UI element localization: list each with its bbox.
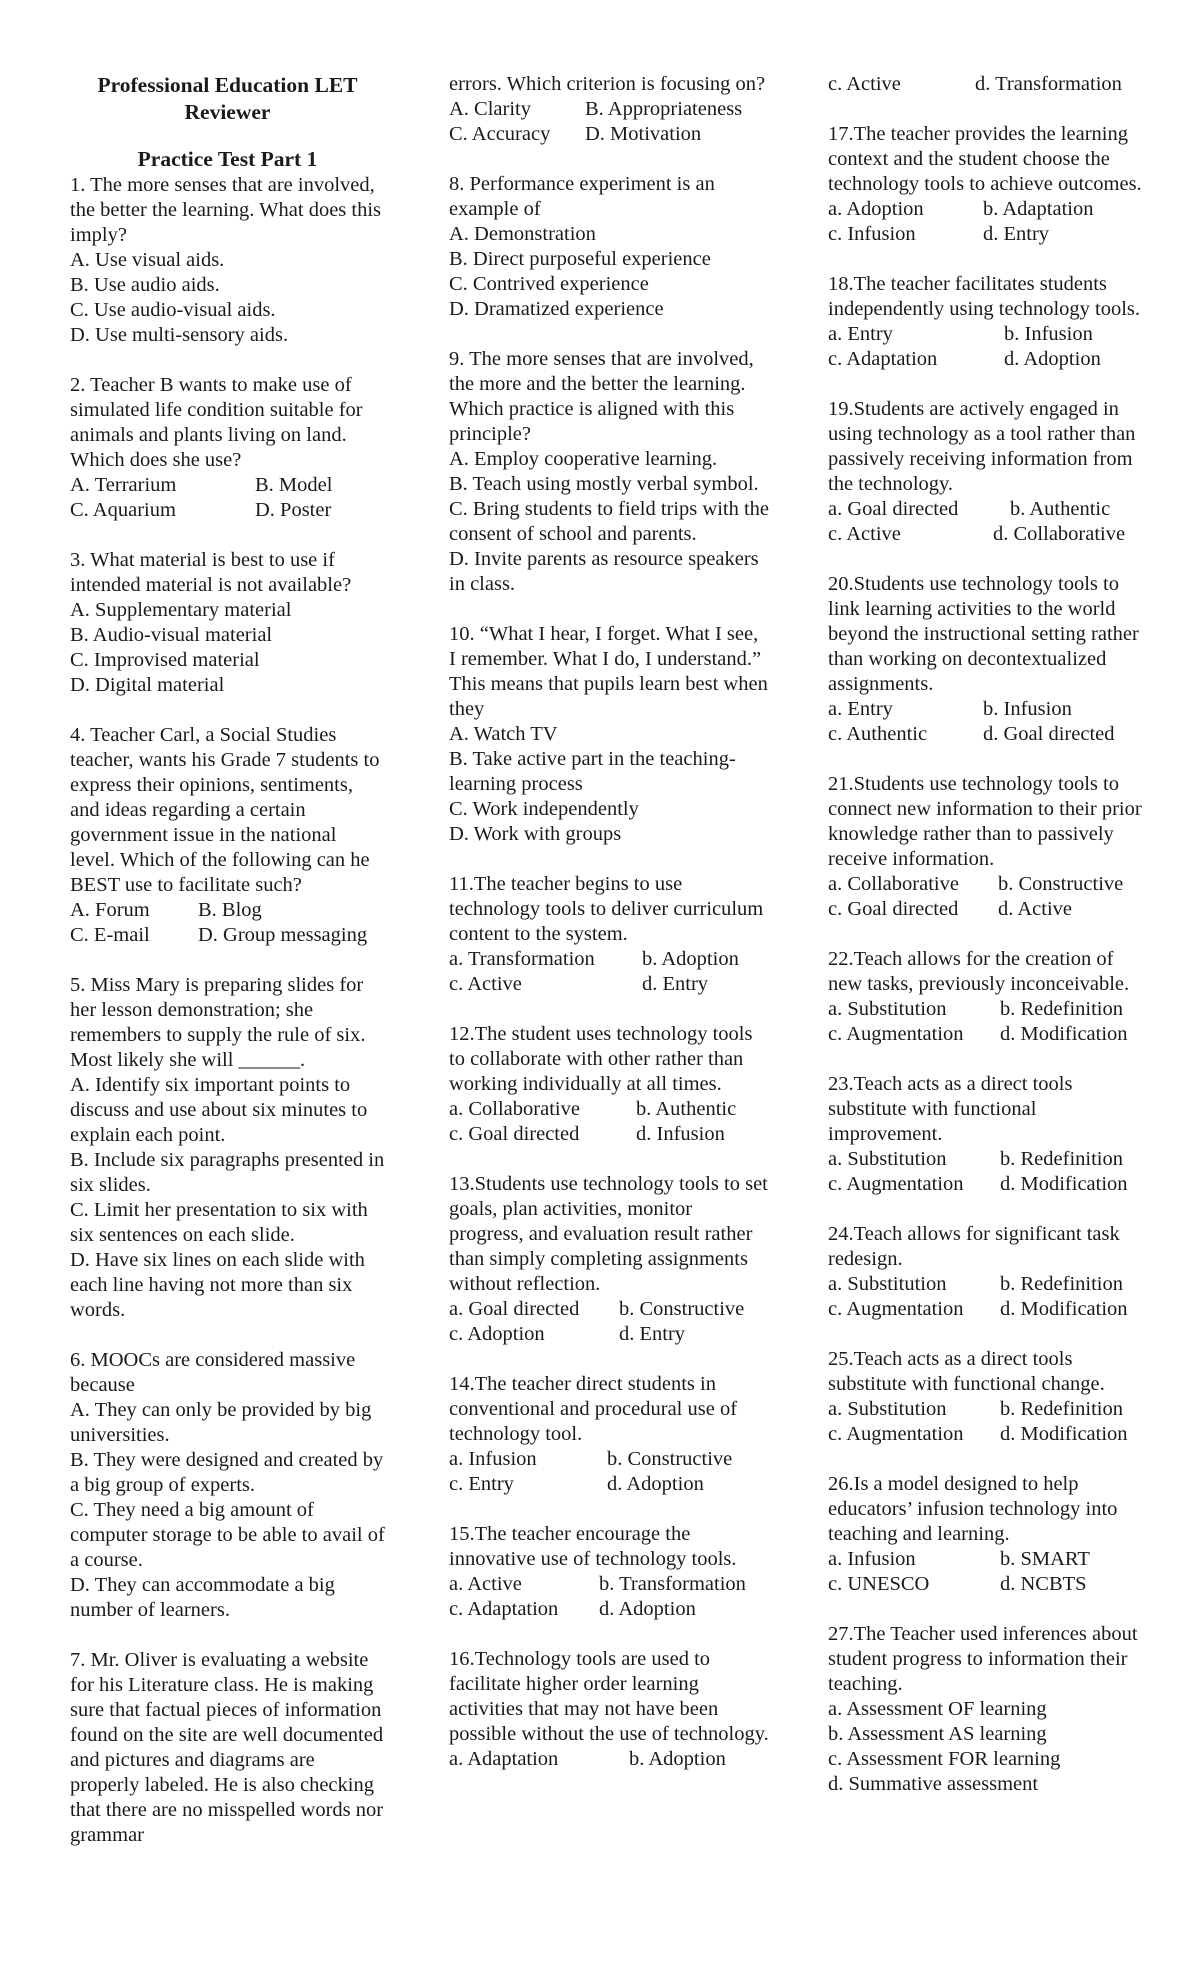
option-row bbox=[828, 997, 1148, 1022]
option-d: D. Have six lines on each slide with each line having not more than six words. bbox=[70, 1249, 365, 1321]
option-b: b. Infusion bbox=[983, 698, 1072, 720]
question-16-continued bbox=[828, 72, 1148, 97]
option-b: B. Appropriateness bbox=[585, 98, 743, 120]
question-10 bbox=[449, 622, 769, 847]
option-d: d. Collaborative bbox=[993, 523, 1126, 545]
column-3 bbox=[828, 72, 1148, 1822]
option-d: D. Group messaging bbox=[198, 924, 368, 946]
option-d: d. Active bbox=[998, 898, 1073, 920]
question-text: 14.The teacher direct students in conventional and procedural use of technology tool. bbox=[449, 1373, 738, 1445]
question-7 bbox=[70, 1648, 385, 1848]
option-c: c. Adoption bbox=[449, 1323, 545, 1345]
option-row bbox=[449, 1297, 769, 1322]
option-c: c. UNESCO bbox=[828, 1573, 930, 1595]
option-c: c. Augmentation bbox=[828, 1023, 964, 1045]
option-row bbox=[449, 972, 769, 997]
option-a: a. Substitution bbox=[828, 1273, 947, 1295]
option-d: D. Motivation bbox=[585, 123, 702, 145]
option-a: A. Clarity bbox=[449, 98, 531, 120]
question-6 bbox=[70, 1348, 385, 1623]
option-row bbox=[449, 1472, 769, 1497]
option-b: b. Infusion bbox=[1004, 323, 1093, 345]
option-c: c. Active bbox=[828, 523, 901, 545]
question-7-continued bbox=[449, 72, 769, 147]
option-c: C. E-mail bbox=[70, 924, 150, 946]
option-row bbox=[70, 498, 385, 523]
option-d: d. Goal directed bbox=[983, 723, 1115, 745]
option-b: b. Transformation bbox=[599, 1573, 746, 1595]
option-b: b. Adoption bbox=[629, 1748, 726, 1770]
option-c: c. Augmentation bbox=[828, 1298, 964, 1320]
option-a: A. Identify six important points to discuss and use about six minutes to explain each point. bbox=[70, 1074, 368, 1146]
option-a: A. Terrarium bbox=[70, 474, 177, 496]
question-24 bbox=[828, 1222, 1148, 1322]
column-2 bbox=[449, 72, 769, 1797]
option-d: D. Dramatized experience bbox=[449, 298, 664, 320]
option-c: c. Augmentation bbox=[828, 1423, 964, 1445]
option-d: D. They can accommodate a big number of learners. bbox=[70, 1574, 335, 1621]
option-c: c. Goal directed bbox=[449, 1123, 580, 1145]
question-5 bbox=[70, 973, 385, 1323]
option-b: b. Authentic bbox=[1010, 498, 1111, 520]
option-a: a. Assessment OF learning bbox=[828, 1698, 1047, 1720]
question-11 bbox=[449, 872, 769, 997]
option-a: A. Demonstration bbox=[449, 223, 596, 245]
option-a: a. Infusion bbox=[828, 1548, 916, 1570]
option-row bbox=[828, 1272, 1148, 1297]
option-row bbox=[828, 1397, 1148, 1422]
option-row bbox=[828, 347, 1148, 372]
option-row bbox=[70, 923, 385, 948]
option-d: d. Adoption bbox=[607, 1473, 704, 1495]
option-b: B. Take active part in the teaching-learning process bbox=[449, 748, 736, 795]
option-row bbox=[828, 72, 1148, 97]
option-row bbox=[828, 722, 1148, 747]
option-b: b. Redefinition bbox=[1000, 1148, 1123, 1170]
question-21 bbox=[828, 772, 1148, 922]
option-row bbox=[828, 1547, 1148, 1572]
question-text: 7. Mr. Oliver is evaluating a website for his Literature class. He is making sure that factual pieces of information found on the site are well documented and pictures and diagrams are properly labeled. He is also checking that there are no misspelled words nor grammar bbox=[70, 1649, 384, 1846]
question-9 bbox=[449, 347, 769, 597]
option-row bbox=[449, 1097, 769, 1122]
option-a: a. Substitution bbox=[828, 1148, 947, 1170]
question-text: 5. Miss Mary is preparing slides for her lesson demonstration; she remembers to supply the rule of six. Most likely she will ______. bbox=[70, 974, 366, 1071]
option-b: B. Blog bbox=[198, 899, 262, 921]
option-c: c. Adaptation bbox=[449, 1598, 559, 1620]
option-c: C. Accuracy bbox=[449, 123, 551, 145]
question-text: 21.Students use technology tools to connect new information to their prior knowledge rather than to passively receive information. bbox=[828, 773, 1142, 870]
option-c: C. Contrived experience bbox=[449, 273, 649, 295]
option-c: c. Assessment FOR learning bbox=[828, 1748, 1061, 1770]
option-a: a. Goal directed bbox=[449, 1298, 580, 1320]
option-b: B. They were designed and created by a big group of experts. bbox=[70, 1449, 384, 1496]
question-text-continued: errors. Which criterion is focusing on? bbox=[449, 73, 766, 95]
option-row bbox=[449, 97, 769, 122]
option-d: d. NCBTS bbox=[1000, 1573, 1087, 1595]
option-row bbox=[828, 1147, 1148, 1172]
question-text: 23.Teach acts as a direct tools substitute with functional improvement. bbox=[828, 1073, 1073, 1145]
question-4 bbox=[70, 723, 385, 948]
option-row bbox=[70, 898, 385, 923]
option-row bbox=[828, 1172, 1148, 1197]
question-22 bbox=[828, 947, 1148, 1047]
option-a: a. Active bbox=[449, 1573, 522, 1595]
option-row bbox=[828, 497, 1148, 522]
option-c: c. Infusion bbox=[828, 223, 916, 245]
option-d: d. Summative assessment bbox=[828, 1773, 1039, 1795]
option-row bbox=[449, 1447, 769, 1472]
question-12 bbox=[449, 1022, 769, 1147]
option-d: d. Infusion bbox=[636, 1123, 725, 1145]
option-d: d. Modification bbox=[1000, 1298, 1128, 1320]
option-b: b. Authentic bbox=[636, 1098, 737, 1120]
question-20 bbox=[828, 572, 1148, 747]
option-b: b. Constructive bbox=[998, 873, 1124, 895]
option-b: B. Direct purposeful experience bbox=[449, 248, 711, 270]
question-13 bbox=[449, 1172, 769, 1347]
option-b: b. Redefinition bbox=[1000, 1398, 1123, 1420]
option-d: d. Adoption bbox=[1004, 348, 1101, 370]
option-a: A. Forum bbox=[70, 899, 150, 921]
option-d: D. Digital material bbox=[70, 674, 225, 696]
option-row bbox=[828, 1022, 1148, 1047]
option-c: c. Active bbox=[828, 73, 901, 95]
option-d: d. Entry bbox=[983, 223, 1050, 245]
question-text: 16.Technology tools are used to facilitate higher order learning activities that may not have been possible without the use of technology. bbox=[449, 1648, 769, 1745]
option-a: A. Employ cooperative learning. bbox=[449, 448, 718, 470]
option-b: B. Audio-visual material bbox=[70, 624, 273, 646]
question-19 bbox=[828, 397, 1148, 547]
question-14 bbox=[449, 1372, 769, 1497]
option-d: D. Invite parents as resource speakers in class. bbox=[449, 548, 759, 595]
option-b: b. Redefinition bbox=[1000, 1273, 1123, 1295]
question-text: 8. Performance experiment is an example of bbox=[449, 173, 715, 220]
question-text: 15.The teacher encourage the innovative use of technology tools. bbox=[449, 1523, 737, 1570]
option-a: a. Goal directed bbox=[828, 498, 959, 520]
question-15 bbox=[449, 1522, 769, 1622]
option-row bbox=[828, 897, 1148, 922]
option-b: b. Constructive bbox=[607, 1448, 733, 1470]
question-23 bbox=[828, 1072, 1148, 1197]
option-a: a. Substitution bbox=[828, 1398, 947, 1420]
option-d: d. Entry bbox=[642, 973, 709, 995]
option-a: a. Infusion bbox=[449, 1448, 537, 1470]
option-a: A. Use visual aids. bbox=[70, 249, 225, 271]
question-text: 19.Students are actively engaged in using technology as a tool rather than passively receiving information from the technology. bbox=[828, 398, 1136, 495]
option-a: a. Entry bbox=[828, 323, 893, 345]
option-b: b. Assessment AS learning bbox=[828, 1723, 1047, 1745]
option-a: a. Collaborative bbox=[828, 873, 959, 895]
option-c: C. Use audio-visual aids. bbox=[70, 299, 276, 321]
document-subtitle: Practice Test Part 1 bbox=[137, 147, 318, 171]
question-16 bbox=[449, 1647, 769, 1772]
column-1 bbox=[70, 72, 385, 1873]
option-d: D. Work with groups bbox=[449, 823, 622, 845]
option-row bbox=[828, 322, 1148, 347]
option-d: d. Modification bbox=[1000, 1023, 1128, 1045]
question-text: 20.Students use technology tools to link learning activities to the world beyond the instructional setting rather than working on decontextualized assignments. bbox=[828, 573, 1139, 695]
question-text: 22.Teach allows for the creation of new tasks, previously inconceivable. bbox=[828, 948, 1130, 995]
question-text: 1. The more senses that are involved, the better the learning. What does this imply? bbox=[70, 174, 382, 246]
question-text: 18.The teacher facilitates students independently using technology tools. bbox=[828, 273, 1141, 320]
option-row bbox=[828, 1297, 1148, 1322]
question-text: 6. MOOCs are considered massive because bbox=[70, 1349, 356, 1396]
option-b: B. Use audio aids. bbox=[70, 274, 220, 296]
option-row bbox=[828, 1422, 1148, 1447]
question-text: 26.Is a model designed to help educators’ infusion technology into teaching and learning. bbox=[828, 1473, 1118, 1545]
option-c: C. They need a big amount of computer storage to be able to avail of a course. bbox=[70, 1499, 385, 1571]
option-b: B. Model bbox=[255, 474, 333, 496]
option-c: c. Goal directed bbox=[828, 898, 959, 920]
option-d: d. Entry bbox=[619, 1323, 686, 1345]
option-d: D. Poster bbox=[255, 499, 332, 521]
option-b: b. Adoption bbox=[642, 948, 739, 970]
option-row bbox=[449, 1122, 769, 1147]
question-text: 11.The teacher begins to use technology tools to deliver curriculum content to the system. bbox=[449, 873, 764, 945]
question-8 bbox=[449, 172, 769, 322]
document-title: Professional Education LET Reviewer bbox=[97, 73, 358, 124]
option-row bbox=[449, 1322, 769, 1347]
option-c: c. Authentic bbox=[828, 723, 928, 745]
question-text: 4. Teacher Carl, a Social Studies teacher, wants his Grade 7 students to express their opinions, sentiments, and ideas regarding a certain government issue in the national level. Which of the following can he BEST use to facilitate such? bbox=[70, 724, 380, 896]
option-c: c. Active bbox=[449, 973, 522, 995]
option-row bbox=[828, 872, 1148, 897]
option-row bbox=[449, 1597, 769, 1622]
option-row bbox=[828, 197, 1148, 222]
option-row bbox=[449, 122, 769, 147]
option-d: d. Modification bbox=[1000, 1173, 1128, 1195]
option-c: C. Limit her presentation to six with six sentences on each slide. bbox=[70, 1199, 368, 1246]
question-text: 24.Teach allows for significant task redesign. bbox=[828, 1223, 1120, 1270]
question-text: 3. What material is best to use if intended material is not available? bbox=[70, 549, 352, 596]
question-text: 13.Students use technology tools to set goals, plan activities, monitor progress, and evaluation result rather than simply completing assignments without reflection. bbox=[449, 1173, 768, 1295]
question-text: 12.The student uses technology tools to collaborate with other rather than working individually at all times. bbox=[449, 1023, 753, 1095]
option-a: a. Entry bbox=[828, 698, 893, 720]
option-row bbox=[828, 222, 1148, 247]
option-row bbox=[449, 1572, 769, 1597]
question-text: 10. “What I hear, I forget. What I see, I remember. What I do, I understand.” This means that pupils learn best when they bbox=[449, 623, 768, 720]
option-b: b. SMART bbox=[1000, 1548, 1090, 1570]
option-row bbox=[449, 947, 769, 972]
option-a: A. Watch TV bbox=[449, 723, 558, 745]
option-a: A. Supplementary material bbox=[70, 599, 292, 621]
option-c: C. Aquarium bbox=[70, 499, 176, 521]
question-text: 25.Teach acts as a direct tools substitute with functional change. bbox=[828, 1348, 1105, 1395]
option-c: C. Bring students to field trips with the consent of school and parents. bbox=[449, 498, 770, 545]
option-row bbox=[449, 1747, 769, 1772]
option-a: a. Transformation bbox=[449, 948, 595, 970]
option-row bbox=[70, 473, 385, 498]
option-row bbox=[828, 522, 1148, 547]
option-c: c. Adaptation bbox=[828, 348, 938, 370]
option-b: B. Include six paragraphs presented in six slides. bbox=[70, 1149, 385, 1196]
option-a: a. Adoption bbox=[828, 198, 924, 220]
option-d: d. Adoption bbox=[599, 1598, 696, 1620]
question-26 bbox=[828, 1472, 1148, 1597]
option-a: a. Adaptation bbox=[449, 1748, 559, 1770]
question-17 bbox=[828, 122, 1148, 247]
option-c: c. Entry bbox=[449, 1473, 514, 1495]
option-d: d. Transformation bbox=[975, 73, 1122, 95]
question-text: 9. The more senses that are involved, the more and the better the learning. Which practice is aligned with this principle? bbox=[449, 348, 754, 445]
option-a: A. They can only be provided by big universities. bbox=[70, 1399, 372, 1446]
option-b: B. Teach using mostly verbal symbol. bbox=[449, 473, 759, 495]
question-text: 17.The teacher provides the learning context and the student choose the technology tools to achieve outcomes. bbox=[828, 123, 1142, 195]
question-3 bbox=[70, 548, 385, 698]
question-25 bbox=[828, 1347, 1148, 1447]
option-row bbox=[828, 697, 1148, 722]
option-c: C. Improvised material bbox=[70, 649, 260, 671]
option-b: b. Redefinition bbox=[1000, 998, 1123, 1020]
option-a: a. Substitution bbox=[828, 998, 947, 1020]
question-text: 27.The Teacher used inferences about student progress to information their teaching. bbox=[828, 1623, 1138, 1695]
question-18 bbox=[828, 272, 1148, 372]
option-d: d. Modification bbox=[1000, 1423, 1128, 1445]
option-c: C. Work independently bbox=[449, 798, 639, 820]
option-d: D. Use multi-sensory aids. bbox=[70, 324, 289, 346]
question-1 bbox=[70, 173, 385, 348]
option-b: b. Adaptation bbox=[983, 198, 1094, 220]
question-text: 2. Teacher B wants to make use of simulated life condition suitable for animals and plants living on land. Which does she use? bbox=[70, 374, 363, 471]
option-b: b. Constructive bbox=[619, 1298, 745, 1320]
option-row bbox=[828, 1572, 1148, 1597]
question-27 bbox=[828, 1622, 1148, 1797]
option-c: c. Augmentation bbox=[828, 1173, 964, 1195]
question-2 bbox=[70, 373, 385, 523]
option-a: a. Collaborative bbox=[449, 1098, 580, 1120]
